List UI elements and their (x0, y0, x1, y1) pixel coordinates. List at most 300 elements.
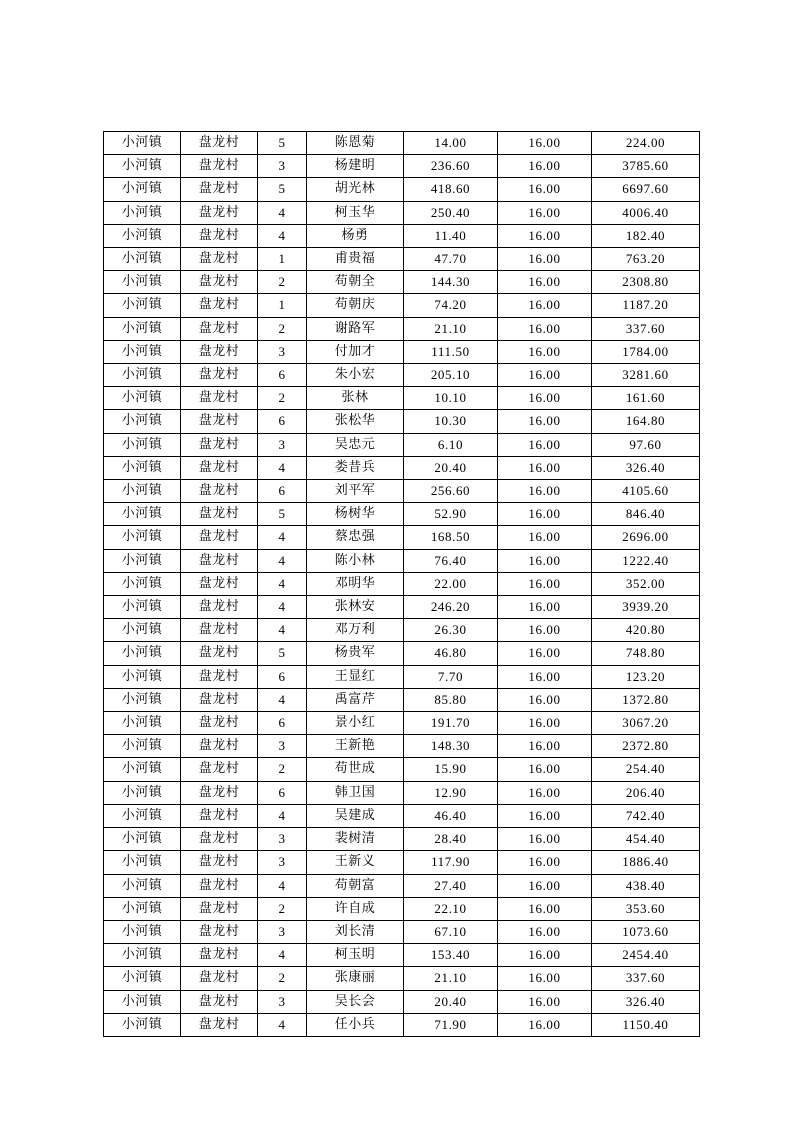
cell-group: 2 (258, 967, 307, 990)
cell-town: 小河镇 (104, 758, 181, 781)
cell-rate: 16.00 (498, 340, 592, 363)
cell-area: 15.90 (404, 758, 498, 781)
table-row (104, 990, 700, 1013)
cell-village: 盘龙村 (181, 387, 258, 410)
cell-group: 3 (258, 990, 307, 1013)
table-row (104, 967, 700, 990)
cell-name: 杨勇 (307, 224, 404, 247)
cell-name: 吴忠元 (307, 433, 404, 456)
table-row (104, 735, 700, 758)
cell-town: 小河镇 (104, 433, 181, 456)
cell-village: 盘龙村 (181, 619, 258, 642)
cell-rate: 16.00 (498, 781, 592, 804)
table-row (104, 920, 700, 943)
table-row (104, 456, 700, 479)
table-row (104, 178, 700, 201)
cell-town: 小河镇 (104, 410, 181, 433)
table-row (104, 224, 700, 247)
cell-amount: 438.40 (592, 874, 700, 897)
cell-town: 小河镇 (104, 665, 181, 688)
cell-amount: 352.00 (592, 572, 700, 595)
cell-amount: 97.60 (592, 433, 700, 456)
cell-group: 3 (258, 433, 307, 456)
cell-village: 盘龙村 (181, 596, 258, 619)
cell-name: 朱小宏 (307, 364, 404, 387)
cell-rate: 16.00 (498, 874, 592, 897)
cell-amount: 353.60 (592, 897, 700, 920)
cell-area: 22.10 (404, 897, 498, 920)
subsidy-table (103, 131, 700, 1037)
table-row (104, 480, 700, 503)
cell-rate: 16.00 (498, 735, 592, 758)
cell-area: 21.10 (404, 317, 498, 340)
cell-town: 小河镇 (104, 549, 181, 572)
cell-town: 小河镇 (104, 271, 181, 294)
cell-group: 4 (258, 804, 307, 827)
table-row (104, 410, 700, 433)
cell-amount: 846.40 (592, 503, 700, 526)
cell-area: 46.80 (404, 642, 498, 665)
cell-name: 柯玉明 (307, 944, 404, 967)
cell-town: 小河镇 (104, 364, 181, 387)
cell-town: 小河镇 (104, 920, 181, 943)
cell-rate: 16.00 (498, 619, 592, 642)
cell-area: 256.60 (404, 480, 498, 503)
cell-village: 盘龙村 (181, 967, 258, 990)
cell-area: 76.40 (404, 549, 498, 572)
cell-area: 117.90 (404, 851, 498, 874)
cell-area: 205.10 (404, 364, 498, 387)
cell-rate: 16.00 (498, 433, 592, 456)
table-row (104, 1013, 700, 1036)
table-row (104, 503, 700, 526)
cell-town: 小河镇 (104, 804, 181, 827)
cell-town: 小河镇 (104, 480, 181, 503)
cell-rate: 16.00 (498, 178, 592, 201)
cell-village: 盘龙村 (181, 433, 258, 456)
cell-name: 甫贵福 (307, 248, 404, 271)
cell-rate: 16.00 (498, 712, 592, 735)
table-row (104, 665, 700, 688)
table-row (104, 155, 700, 178)
cell-village: 盘龙村 (181, 294, 258, 317)
cell-amount: 2372.80 (592, 735, 700, 758)
table-row (104, 596, 700, 619)
cell-group: 4 (258, 596, 307, 619)
cell-rate: 16.00 (498, 364, 592, 387)
cell-name: 胡光林 (307, 178, 404, 201)
cell-village: 盘龙村 (181, 781, 258, 804)
table-row (104, 132, 700, 155)
cell-group: 3 (258, 851, 307, 874)
cell-rate: 16.00 (498, 248, 592, 271)
cell-name: 刘平军 (307, 480, 404, 503)
cell-area: 11.40 (404, 224, 498, 247)
cell-area: 10.10 (404, 387, 498, 410)
cell-rate: 16.00 (498, 688, 592, 711)
cell-village: 盘龙村 (181, 503, 258, 526)
cell-group: 6 (258, 480, 307, 503)
cell-amount: 164.80 (592, 410, 700, 433)
cell-amount: 224.00 (592, 132, 700, 155)
cell-village: 盘龙村 (181, 990, 258, 1013)
cell-name: 吴建成 (307, 804, 404, 827)
cell-amount: 1150.40 (592, 1013, 700, 1036)
cell-village: 盘龙村 (181, 944, 258, 967)
cell-group: 3 (258, 155, 307, 178)
cell-village: 盘龙村 (181, 178, 258, 201)
cell-village: 盘龙村 (181, 758, 258, 781)
cell-village: 盘龙村 (181, 735, 258, 758)
subsidy-table-container (103, 131, 692, 1037)
cell-area: 74.20 (404, 294, 498, 317)
cell-amount: 420.80 (592, 619, 700, 642)
cell-area: 10.30 (404, 410, 498, 433)
cell-amount: 3067.20 (592, 712, 700, 735)
cell-amount: 182.40 (592, 224, 700, 247)
cell-name: 许自成 (307, 897, 404, 920)
cell-rate: 16.00 (498, 224, 592, 247)
cell-town: 小河镇 (104, 828, 181, 851)
cell-rate: 16.00 (498, 271, 592, 294)
cell-rate: 16.00 (498, 1013, 592, 1036)
cell-area: 21.10 (404, 967, 498, 990)
cell-village: 盘龙村 (181, 224, 258, 247)
cell-town: 小河镇 (104, 340, 181, 363)
cell-rate: 16.00 (498, 410, 592, 433)
cell-name: 王新艳 (307, 735, 404, 758)
cell-area: 27.40 (404, 874, 498, 897)
cell-amount: 3785.60 (592, 155, 700, 178)
table-row (104, 340, 700, 363)
cell-group: 4 (258, 944, 307, 967)
table-row (104, 201, 700, 224)
cell-town: 小河镇 (104, 572, 181, 595)
table-row (104, 619, 700, 642)
cell-town: 小河镇 (104, 456, 181, 479)
cell-amount: 161.60 (592, 387, 700, 410)
cell-group: 5 (258, 178, 307, 201)
cell-amount: 3939.20 (592, 596, 700, 619)
cell-rate: 16.00 (498, 572, 592, 595)
cell-rate: 16.00 (498, 944, 592, 967)
cell-rate: 16.00 (498, 317, 592, 340)
cell-name: 邓万利 (307, 619, 404, 642)
cell-group: 4 (258, 874, 307, 897)
cell-town: 小河镇 (104, 781, 181, 804)
cell-amount: 742.40 (592, 804, 700, 827)
cell-town: 小河镇 (104, 224, 181, 247)
table-row (104, 828, 700, 851)
cell-town: 小河镇 (104, 897, 181, 920)
cell-village: 盘龙村 (181, 340, 258, 363)
cell-name: 杨贵军 (307, 642, 404, 665)
cell-amount: 326.40 (592, 990, 700, 1013)
cell-town: 小河镇 (104, 874, 181, 897)
table-row (104, 804, 700, 827)
cell-amount: 1372.80 (592, 688, 700, 711)
cell-town: 小河镇 (104, 990, 181, 1013)
table-row (104, 271, 700, 294)
cell-name: 王新义 (307, 851, 404, 874)
cell-village: 盘龙村 (181, 317, 258, 340)
cell-amount: 206.40 (592, 781, 700, 804)
cell-rate: 16.00 (498, 897, 592, 920)
cell-name: 景小红 (307, 712, 404, 735)
cell-amount: 123.20 (592, 665, 700, 688)
cell-village: 盘龙村 (181, 874, 258, 897)
cell-village: 盘龙村 (181, 897, 258, 920)
cell-village: 盘龙村 (181, 804, 258, 827)
cell-name: 邓明华 (307, 572, 404, 595)
cell-name: 韩卫国 (307, 781, 404, 804)
cell-group: 4 (258, 549, 307, 572)
cell-town: 小河镇 (104, 387, 181, 410)
table-row (104, 758, 700, 781)
table-row (104, 874, 700, 897)
cell-group: 2 (258, 897, 307, 920)
cell-town: 小河镇 (104, 201, 181, 224)
cell-name: 张林安 (307, 596, 404, 619)
cell-rate: 16.00 (498, 920, 592, 943)
cell-group: 3 (258, 735, 307, 758)
cell-group: 2 (258, 271, 307, 294)
cell-group: 5 (258, 132, 307, 155)
cell-amount: 2308.80 (592, 271, 700, 294)
cell-town: 小河镇 (104, 688, 181, 711)
cell-amount: 763.20 (592, 248, 700, 271)
cell-village: 盘龙村 (181, 851, 258, 874)
table-body (104, 132, 700, 1037)
cell-rate: 16.00 (498, 294, 592, 317)
cell-village: 盘龙村 (181, 410, 258, 433)
cell-area: 71.90 (404, 1013, 498, 1036)
cell-town: 小河镇 (104, 967, 181, 990)
cell-area: 144.30 (404, 271, 498, 294)
cell-group: 5 (258, 503, 307, 526)
cell-name: 蔡忠强 (307, 526, 404, 549)
cell-area: 148.30 (404, 735, 498, 758)
cell-village: 盘龙村 (181, 364, 258, 387)
cell-village: 盘龙村 (181, 688, 258, 711)
cell-village: 盘龙村 (181, 526, 258, 549)
cell-name: 杨树华 (307, 503, 404, 526)
cell-name: 谢路军 (307, 317, 404, 340)
cell-amount: 1073.60 (592, 920, 700, 943)
cell-amount: 1187.20 (592, 294, 700, 317)
cell-name: 苟朝全 (307, 271, 404, 294)
cell-area: 47.70 (404, 248, 498, 271)
cell-area: 67.10 (404, 920, 498, 943)
cell-area: 246.20 (404, 596, 498, 619)
cell-village: 盘龙村 (181, 572, 258, 595)
cell-village: 盘龙村 (181, 480, 258, 503)
cell-group: 4 (258, 224, 307, 247)
cell-amount: 2696.00 (592, 526, 700, 549)
cell-village: 盘龙村 (181, 248, 258, 271)
table-row (104, 712, 700, 735)
cell-rate: 16.00 (498, 503, 592, 526)
table-row (104, 549, 700, 572)
cell-amount: 4105.60 (592, 480, 700, 503)
table-row (104, 433, 700, 456)
cell-name: 苟朝富 (307, 874, 404, 897)
cell-village: 盘龙村 (181, 712, 258, 735)
cell-amount: 4006.40 (592, 201, 700, 224)
table-row (104, 851, 700, 874)
cell-village: 盘龙村 (181, 549, 258, 572)
cell-town: 小河镇 (104, 735, 181, 758)
cell-name: 张林 (307, 387, 404, 410)
cell-town: 小河镇 (104, 317, 181, 340)
cell-group: 5 (258, 642, 307, 665)
cell-village: 盘龙村 (181, 1013, 258, 1036)
cell-rate: 16.00 (498, 596, 592, 619)
cell-village: 盘龙村 (181, 201, 258, 224)
cell-group: 1 (258, 248, 307, 271)
cell-rate: 16.00 (498, 990, 592, 1013)
cell-name: 柯玉华 (307, 201, 404, 224)
cell-town: 小河镇 (104, 248, 181, 271)
table-row (104, 364, 700, 387)
cell-village: 盘龙村 (181, 642, 258, 665)
cell-rate: 16.00 (498, 456, 592, 479)
cell-area: 46.40 (404, 804, 498, 827)
table-row (104, 294, 700, 317)
cell-amount: 3281.60 (592, 364, 700, 387)
cell-area: 111.50 (404, 340, 498, 363)
cell-town: 小河镇 (104, 712, 181, 735)
table-row (104, 944, 700, 967)
cell-area: 12.90 (404, 781, 498, 804)
table-row (104, 897, 700, 920)
cell-name: 任小兵 (307, 1013, 404, 1036)
cell-group: 4 (258, 688, 307, 711)
cell-area: 28.40 (404, 828, 498, 851)
cell-rate: 16.00 (498, 387, 592, 410)
cell-group: 4 (258, 572, 307, 595)
cell-village: 盘龙村 (181, 920, 258, 943)
cell-town: 小河镇 (104, 851, 181, 874)
cell-group: 4 (258, 456, 307, 479)
cell-amount: 337.60 (592, 967, 700, 990)
cell-group: 6 (258, 410, 307, 433)
cell-name: 张松华 (307, 410, 404, 433)
cell-name: 裴树清 (307, 828, 404, 851)
cell-amount: 1784.00 (592, 340, 700, 363)
cell-group: 3 (258, 828, 307, 851)
table-row (104, 688, 700, 711)
cell-amount: 254.40 (592, 758, 700, 781)
table-row (104, 317, 700, 340)
cell-area: 85.80 (404, 688, 498, 711)
cell-town: 小河镇 (104, 619, 181, 642)
cell-amount: 1886.40 (592, 851, 700, 874)
cell-area: 168.50 (404, 526, 498, 549)
cell-town: 小河镇 (104, 1013, 181, 1036)
cell-name: 禹富芹 (307, 688, 404, 711)
cell-group: 4 (258, 201, 307, 224)
cell-group: 3 (258, 920, 307, 943)
cell-village: 盘龙村 (181, 456, 258, 479)
cell-rate: 16.00 (498, 132, 592, 155)
cell-group: 3 (258, 340, 307, 363)
cell-name: 苟朝庆 (307, 294, 404, 317)
cell-group: 4 (258, 526, 307, 549)
cell-name: 陈恩菊 (307, 132, 404, 155)
cell-group: 4 (258, 619, 307, 642)
cell-rate: 16.00 (498, 828, 592, 851)
cell-rate: 16.00 (498, 967, 592, 990)
cell-group: 6 (258, 665, 307, 688)
cell-name: 陈小林 (307, 549, 404, 572)
cell-village: 盘龙村 (181, 828, 258, 851)
cell-area: 52.90 (404, 503, 498, 526)
cell-area: 250.40 (404, 201, 498, 224)
cell-name: 张康丽 (307, 967, 404, 990)
cell-town: 小河镇 (104, 155, 181, 178)
cell-area: 191.70 (404, 712, 498, 735)
cell-amount: 326.40 (592, 456, 700, 479)
cell-town: 小河镇 (104, 596, 181, 619)
cell-rate: 16.00 (498, 642, 592, 665)
cell-area: 26.30 (404, 619, 498, 642)
cell-town: 小河镇 (104, 503, 181, 526)
cell-rate: 16.00 (498, 155, 592, 178)
cell-name: 刘长清 (307, 920, 404, 943)
cell-rate: 16.00 (498, 549, 592, 572)
cell-area: 22.00 (404, 572, 498, 595)
cell-amount: 454.40 (592, 828, 700, 851)
cell-town: 小河镇 (104, 132, 181, 155)
cell-amount: 337.60 (592, 317, 700, 340)
cell-town: 小河镇 (104, 642, 181, 665)
cell-area: 153.40 (404, 944, 498, 967)
cell-amount: 2454.40 (592, 944, 700, 967)
cell-area: 236.60 (404, 155, 498, 178)
table-row (104, 572, 700, 595)
cell-group: 6 (258, 712, 307, 735)
cell-group: 6 (258, 781, 307, 804)
cell-name: 王显红 (307, 665, 404, 688)
cell-town: 小河镇 (104, 294, 181, 317)
cell-group: 6 (258, 364, 307, 387)
cell-group: 4 (258, 1013, 307, 1036)
table-row (104, 387, 700, 410)
cell-rate: 16.00 (498, 480, 592, 503)
cell-name: 杨建明 (307, 155, 404, 178)
cell-village: 盘龙村 (181, 665, 258, 688)
cell-rate: 16.00 (498, 201, 592, 224)
cell-area: 6.10 (404, 433, 498, 456)
cell-amount: 748.80 (592, 642, 700, 665)
cell-name: 吴长会 (307, 990, 404, 1013)
cell-rate: 16.00 (498, 665, 592, 688)
table-row (104, 248, 700, 271)
cell-town: 小河镇 (104, 526, 181, 549)
cell-group: 2 (258, 758, 307, 781)
cell-name: 付加才 (307, 340, 404, 363)
table-row (104, 781, 700, 804)
cell-town: 小河镇 (104, 944, 181, 967)
cell-rate: 16.00 (498, 804, 592, 827)
cell-village: 盘龙村 (181, 271, 258, 294)
cell-name: 娄昔兵 (307, 456, 404, 479)
cell-group: 1 (258, 294, 307, 317)
cell-area: 7.70 (404, 665, 498, 688)
table-row (104, 526, 700, 549)
cell-rate: 16.00 (498, 526, 592, 549)
